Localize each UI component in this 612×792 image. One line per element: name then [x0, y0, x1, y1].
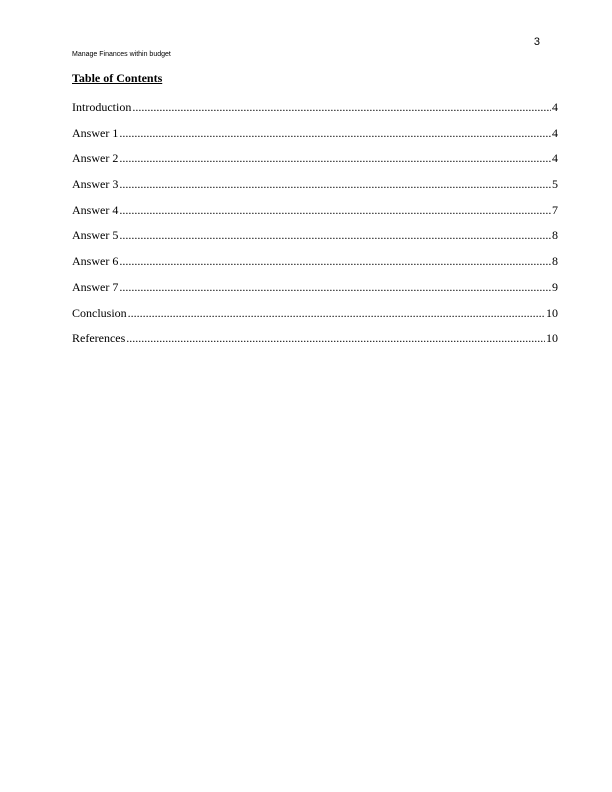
toc-entry-answer-1[interactable] — [72, 126, 558, 152]
toc-leader-dots — [126, 331, 545, 346]
toc-leader-dots — [119, 177, 551, 192]
toc-entry-label: References — [72, 331, 126, 346]
toc-entry-page: 4 — [552, 125, 558, 140]
toc-title: Table of Contents — [72, 71, 163, 85]
toc-entry-page: 9 — [552, 279, 558, 294]
toc-entry-page: 5 — [552, 177, 558, 192]
toc-entry-answer-3[interactable] — [72, 177, 558, 203]
toc-leader-dots — [132, 100, 551, 115]
toc-entry-page: 4 — [552, 100, 558, 114]
toc-entry-page: 4 — [552, 151, 558, 166]
toc-entry-references[interactable] — [72, 331, 558, 357]
toc-entry-label: Answer 4 — [72, 202, 119, 217]
toc-entry-page: 8 — [552, 228, 558, 243]
toc-entry-label: Answer 5 — [72, 228, 119, 243]
toc-leader-dots — [119, 228, 551, 243]
toc-entry-label: Answer 1 — [72, 125, 119, 140]
toc-entry-page: 10 — [546, 331, 558, 346]
toc-entry-page: 7 — [552, 202, 558, 217]
toc-entry-label: Answer 7 — [72, 279, 119, 294]
toc-leader-dots — [119, 280, 551, 295]
toc-leader-dots — [119, 254, 551, 269]
toc-entry-label: Conclusion — [72, 305, 127, 320]
page-number: 3 — [533, 36, 540, 48]
toc-entry-label: Answer 6 — [72, 254, 119, 269]
toc-entry-answer-4[interactable] — [72, 203, 558, 229]
toc-entry-label: Answer 3 — [72, 177, 119, 192]
toc-leader-dots — [119, 203, 551, 218]
toc-entry-answer-6[interactable] — [72, 254, 558, 280]
toc-entry-conclusion[interactable] — [72, 306, 558, 332]
toc-entry-answer-2[interactable] — [72, 151, 558, 177]
toc-entry-answer-7[interactable] — [72, 280, 558, 306]
toc-leader-dots — [119, 126, 551, 141]
toc-entry-answer-5[interactable] — [72, 228, 558, 254]
running-head: Manage Finances within budget — [72, 51, 171, 58]
toc-entry-label: Introduction — [72, 100, 132, 114]
toc-list — [72, 100, 558, 357]
toc-entry-label: Answer 2 — [72, 151, 119, 166]
toc-leader-dots — [119, 151, 551, 166]
toc-entry-page: 10 — [546, 305, 558, 320]
toc-entry-page: 8 — [552, 254, 558, 269]
toc-entry-introduction[interactable] — [72, 100, 558, 126]
toc-leader-dots — [128, 306, 545, 321]
